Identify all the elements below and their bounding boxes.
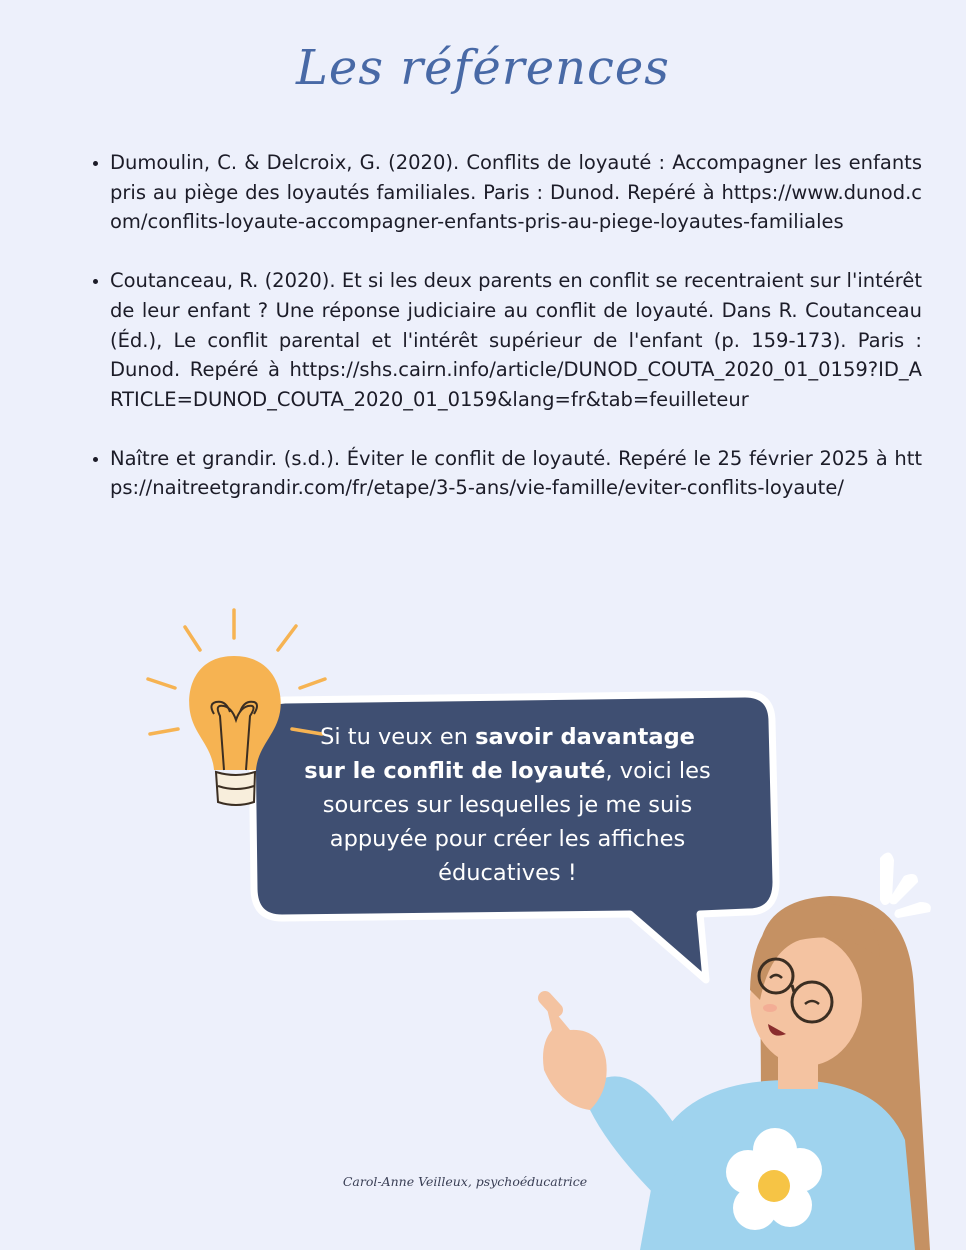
signature: Carol-Anne Veilleux, psychoéducatrice [342,1174,588,1189]
sparkle-icon [880,852,931,918]
woman-illustration [543,896,930,1250]
reference-url[interactable]: https://naitreetgrandir.com/fr/etape/3-5-ans/vie-famille/eviter-conflits-loyaute/ [110,446,922,500]
speech-bubble-text [300,720,715,890]
bubble-text-bold: savoir davantage sur le conflit de loyauté [304,724,695,784]
page-title: Les références [296,40,670,96]
reference-text: Naître et grandir. (s.d.). Éviter le conflit de loyauté. Repéré le 25 février 2025 à [110,446,895,470]
reference-url[interactable]: https://shs.cairn.info/article/DUNOD_COUTA_2020_01_0159?ID_ARTICLE=DUNOD_COUTA_2020_01_0159&lang=fr&tab=feuilleteur [110,358,922,411]
reference-text: Dumoulin, C. & Delcroix, G. (2020). Conflits de loyauté : Accompagner les enfants pris au piège des loyautés familiales. Paris : Dunod. Repéré à [110,151,922,204]
bubble-text-start: Si tu veux en [320,724,476,750]
reference-url[interactable]: https://www.dunod.com/conflits-loyaute-accompagner-enfants-pris-au-piege-loyautes-familiales [110,180,922,234]
reference-text: Coutanceau, R. (2020). Et si les deux parents en conflit se recentraient sur l'intérêt de leur enfant ? Une réponse judiciaire au conflit de loyauté. Dans R. Coutanceau (Éd.), Le conflit parental et l'intérêt supérieur de l'enfant (p. 159-173). Paris : Dunod. Repéré à [110,269,922,382]
bubble-text-end: , voici les sources sur lesquelles je me suis appuyée pour créer les affiches éducatives ! [322,758,711,886]
